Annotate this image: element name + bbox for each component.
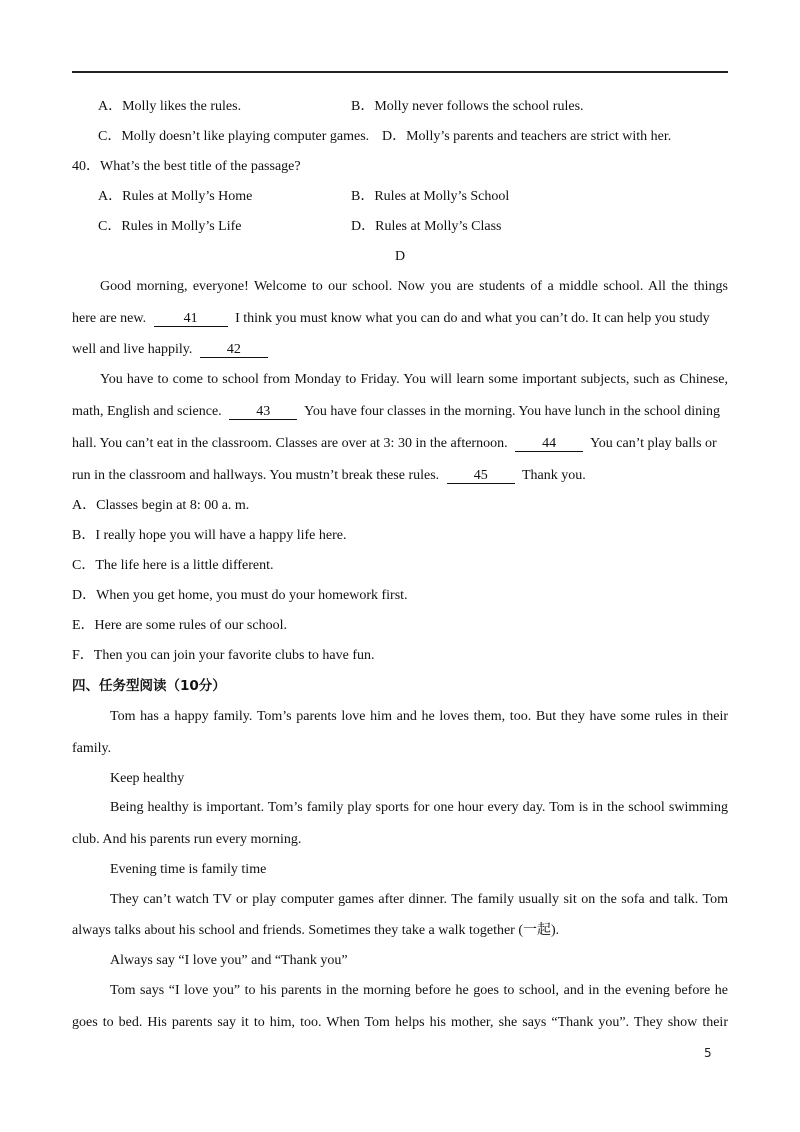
p2-line2-end: You have four classes in the morning. You have lunch in the school dining [304, 404, 720, 419]
p2-line4-end: Thank you. [521, 468, 586, 483]
section-d-p2-line2 [72, 403, 728, 421]
section-d-p2-line1: You have to come to school from Monday to Friday. You will learn some important subjects, such as Chinese, [100, 372, 728, 387]
header-rule [72, 71, 728, 73]
section-d-option-d: D．When you get home, you must do your homework first. [72, 588, 408, 603]
section-d-p1-line1: Good morning, everyone! Welcome to our school. Now you are students of a middle school. All the things [100, 279, 728, 294]
section-d-option-e: E．Here are some rules of our school. [72, 618, 287, 633]
section-d-label: D [394, 249, 406, 264]
section-d-option-b: B．I really hope you will have a happy life here. [72, 528, 347, 543]
q40-option-a: A．Rules at Molly’s Home [98, 189, 253, 204]
section-d-p1-line3 [72, 341, 728, 359]
p2-line3-start: hall. You can’t eat in the classroom. Classes are over at 3: 30 in the afternoon. [72, 436, 508, 451]
family-time-line2: always talks about his school and friends. Sometimes they take a walk together (一起). [72, 923, 560, 938]
blank-42: 42 [200, 343, 268, 358]
keep-healthy-line2: club. And his parents run every morning. [72, 832, 302, 847]
p1-line2-start: here are new. [72, 311, 147, 326]
love-thanks-line1: Tom says “I love you” to his parents in the morning before he goes to school, and in the evening before he [110, 983, 728, 998]
love-thanks-line2: goes to bed. His parents say it to him, too. When Tom helps his mother, she says “Thank you”. They show their [72, 1015, 728, 1030]
q39-option-c: C．Molly doesn’t like playing computer games. [98, 129, 370, 144]
section-d-option-a: A．Classes begin at 8: 00 a. m. [72, 498, 250, 513]
p1-line3-start: well and live happily. [72, 342, 193, 357]
q40-option-c: C．Rules in Molly’s Life [98, 219, 242, 234]
keep-healthy-line1: Being healthy is important. Tom’s family play sports for one hour every day. Tom is in the school swimming [110, 800, 728, 815]
subheading-family-time: Evening time is family time [110, 862, 267, 877]
section-4-heading: 四、任务型阅读（10分） [72, 678, 226, 694]
p1-line2-end: I think you must know what you can do and what you can’t do. It can help you study [235, 311, 710, 326]
section-4-intro-line1: Tom has a happy family. Tom’s parents love him and he loves them, too. But they have some rules in their [110, 709, 728, 724]
subheading-keep-healthy: Keep healthy [110, 771, 185, 786]
q39-option-b: B．Molly never follows the school rules. [351, 99, 584, 114]
family-time-line1: They can’t watch TV or play computer games after dinner. The family usually sit on the sofa and talk. Tom [110, 892, 728, 907]
blank-44: 44 [515, 437, 583, 452]
q40-option-b: B．Rules at Molly’s School [351, 189, 510, 204]
section-d-p2-line3 [72, 435, 728, 453]
section-d-p1-line2 [72, 310, 728, 328]
section-d-option-c: C．The life here is a little different. [72, 558, 274, 573]
p2-line2-start: math, English and science. [72, 404, 222, 419]
blank-43: 43 [229, 405, 297, 420]
p2-line3-end: You can’t play balls or [590, 436, 717, 451]
p2-line4-start: run in the classroom and hallways. You mustn’t break these rules. [72, 468, 440, 483]
section-d-p2-line4 [72, 467, 728, 485]
section-d-option-f: F．Then you can join your favorite clubs to have fun. [72, 648, 375, 663]
subheading-love-thanks: Always say “I love you” and “Thank you” [110, 953, 348, 968]
q40-question: 40．What’s the best title of the passage? [72, 159, 301, 174]
q39-option-d: D．Molly’s parents and teachers are strict with her. [382, 129, 672, 144]
blank-41: 41 [154, 312, 228, 327]
page-number: 5 [704, 1046, 712, 1060]
q40-option-d: D．Rules at Molly’s Class [351, 219, 502, 234]
blank-45: 45 [447, 469, 515, 484]
q39-option-a: A．Molly likes the rules. [98, 99, 242, 114]
section-4-intro-line2: family. [72, 741, 112, 756]
